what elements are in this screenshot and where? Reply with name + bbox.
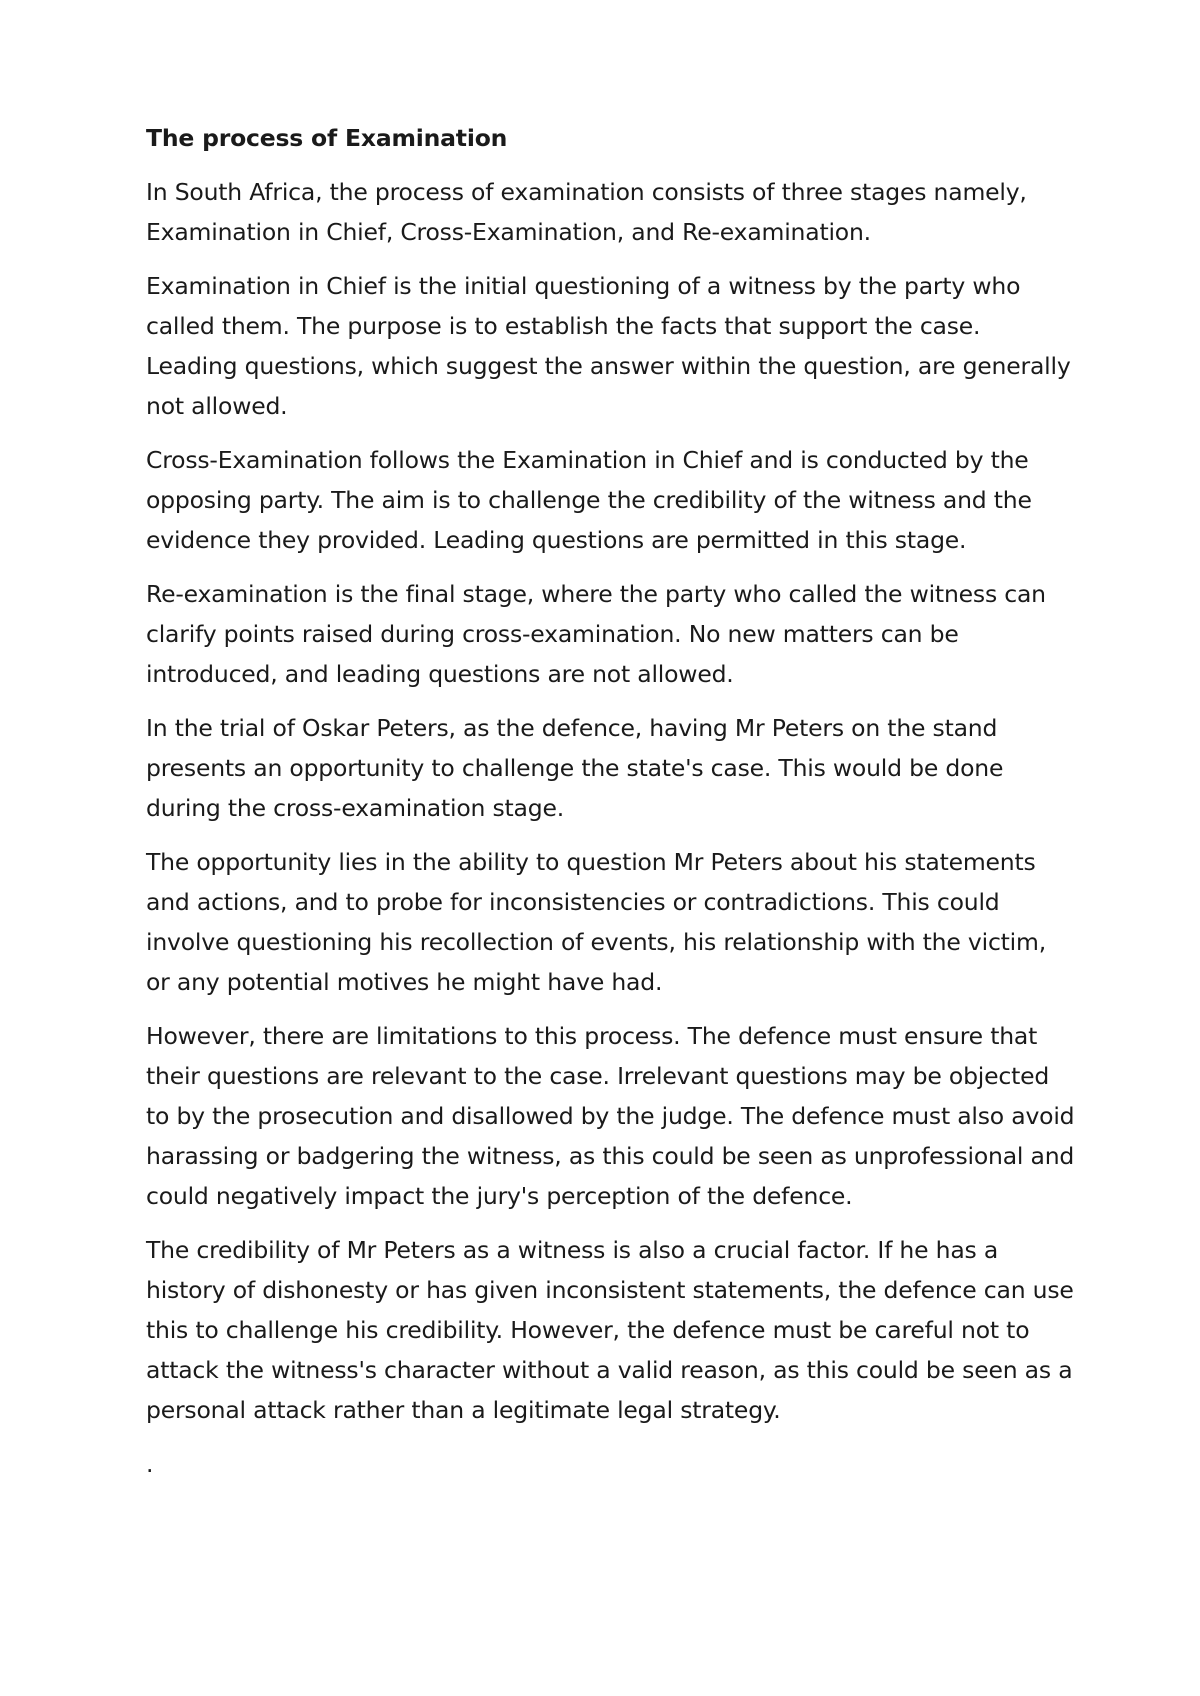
trailing-period: .	[146, 1450, 154, 1478]
document-title: The process of Examination	[146, 124, 508, 152]
paragraph-limitations: However, there are limitations to this process. The defence must ensure that their questions are relevant to the case. Irrelevant questions may be objected to by the prosecution and disallowed by the judge. The defence must also avoid harassing or badgering the witness, as this could be seen as unprofessional and could negatively impact the jury's perception of the defence.	[146, 1022, 1075, 1210]
paragraph-examination-in-chief: Examination in Chief is the initial questioning of a witness by the party who called them. The purpose is to establish the facts that support the case. Leading questions, which suggest the answer within the question, are generally not allowed.	[146, 272, 1071, 420]
paragraph-trial-oskar-peters: In the trial of Oskar Peters, as the defence, having Mr Peters on the stand presents an opportunity to challenge the state's case. This would be done during the cross-examination stage.	[146, 714, 1004, 822]
paragraph-credibility: The credibility of Mr Peters as a witness is also a crucial factor. If he has a history of dishonesty or has given inconsistent statements, the defence can use this to challenge his credibility. However, the defence must be careful not to attack the witness's character without a valid reason, as this could be seen as a personal attack rather than a legitimate legal strategy.	[146, 1236, 1074, 1424]
paragraph-opportunity: The opportunity lies in the ability to question Mr Peters about his statements and actions, and to probe for inconsistencies or contradictions. This could involve questioning his recollection of events, his relationship with the victim, or any potential motives he might have had.	[146, 848, 1046, 996]
paragraph-cross-examination: Cross-Examination follows the Examination in Chief and is conducted by the opposing party. The aim is to challenge the credibility of the witness and the evidence they provided. Leading questions are permitted in this stage.	[146, 446, 1032, 554]
document-body	[146, 118, 1076, 1484]
paragraph-re-examination: Re-examination is the final stage, where the party who called the witness can clarify points raised during cross-examination. No new matters can be introduced, and leading questions are not allowed.	[146, 580, 1046, 688]
paragraph-stages: In South Africa, the process of examination consists of three stages namely, Examination in Chief, Cross-Examination, and Re-examination.	[146, 178, 1027, 246]
